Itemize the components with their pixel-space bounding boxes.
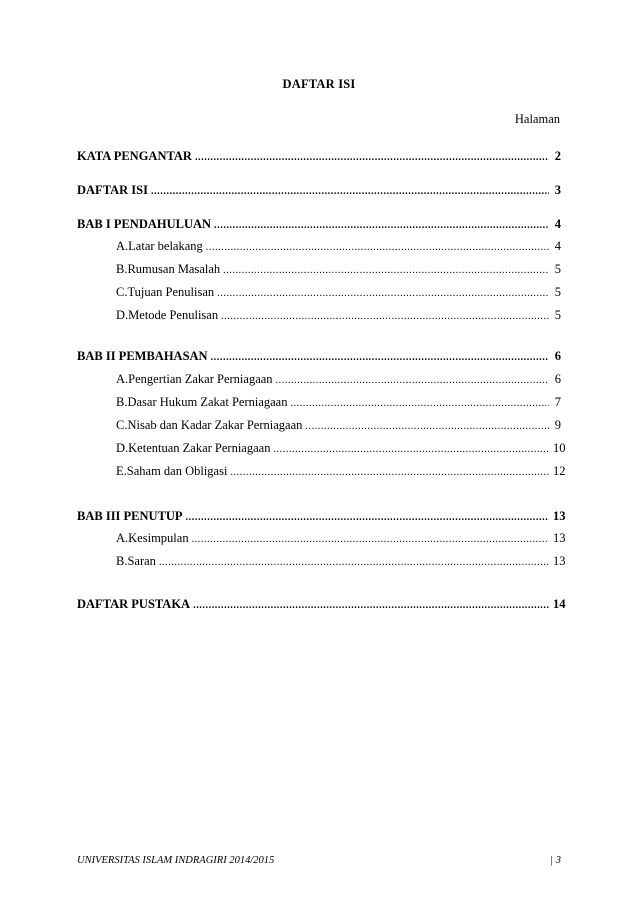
toc-subentry-label: Nisab dan Kadar Zakar Perniagaan [127, 418, 303, 432]
toc-subentry-label: Metode Penulisan [128, 308, 219, 322]
toc-subentry[interactable] [116, 394, 561, 410]
toc-subentry-page: 4 [554, 239, 561, 253]
toc-subentry[interactable] [116, 553, 566, 569]
toc-subentry-letter: B. [116, 395, 128, 409]
toc-subentry-label: Ketentuan Zakar Perniagaan [128, 441, 271, 455]
toc-subentry-label: Pengertian Zakar Perniagaan [128, 372, 273, 386]
toc-subentry-letter: D. [116, 308, 129, 322]
toc-entry-label: BAB I PENDAHULUAN [77, 217, 212, 231]
toc-subentry-letter: A. [116, 372, 129, 386]
toc-subentry-letter: C. [116, 418, 128, 432]
page-title: DAFTAR ISI [282, 77, 356, 91]
toc-entry-label: DAFTAR ISI [77, 183, 148, 197]
toc-subentry-page: 10 [553, 441, 566, 455]
toc-subentry-letter: B. [116, 262, 128, 276]
dot-leader [273, 442, 549, 458]
dot-leader [217, 286, 549, 302]
dot-leader [206, 240, 549, 256]
toc-subentry-letter: C. [116, 285, 128, 299]
toc-subentry-page: 12 [553, 464, 566, 478]
toc-subentry-label: Dasar Hukum Zakat Perniagaan [127, 395, 288, 409]
toc-entry-page: 13 [553, 509, 566, 523]
toc-subentry-letter: A. [116, 531, 129, 545]
footer-separator: | [550, 855, 553, 866]
toc-subentry[interactable] [116, 417, 561, 433]
footer-institution: UNIVERSITAS ISLAM INDRAGIRI 2014/2015 [77, 855, 275, 866]
toc-entry-label: BAB II PEMBAHASAN [77, 349, 208, 363]
dot-leader [276, 373, 549, 389]
toc-entry-bab-ii[interactable] [77, 348, 561, 364]
toc-entry-label: KATA PENGANTAR [77, 149, 192, 163]
toc-subentry[interactable] [116, 530, 566, 546]
dot-leader [151, 184, 549, 200]
toc-subentry-letter: A. [116, 239, 129, 253]
toc-entry-kata-pengantar[interactable] [77, 148, 561, 164]
dot-leader [214, 218, 549, 234]
toc-subentry-page: 13 [553, 554, 566, 568]
toc-entry-label: DAFTAR PUSTAKA [77, 597, 191, 611]
toc-subentry[interactable] [116, 261, 561, 277]
page-column-header: Halaman [514, 112, 560, 126]
toc-subentry-page: 5 [554, 285, 561, 299]
toc-entry-page: 14 [553, 597, 566, 611]
toc-subentry-letter: D. [116, 441, 129, 455]
dot-leader [221, 309, 549, 325]
dot-leader [159, 555, 549, 571]
dot-leader [211, 350, 549, 366]
toc-subentry-page: 7 [554, 395, 561, 409]
toc-subentry-page: 9 [554, 418, 561, 432]
footer-page: 3 [555, 855, 561, 866]
dot-leader [290, 396, 549, 412]
dot-leader [193, 598, 549, 614]
dot-leader [192, 532, 549, 548]
toc-subentry[interactable] [116, 371, 561, 387]
toc-subentry[interactable] [116, 307, 561, 323]
dot-leader [305, 419, 549, 435]
toc-subentry-label: Rumusan Masalah [127, 262, 221, 276]
toc-subentry[interactable] [116, 440, 566, 456]
toc-subentry-letter: B. [116, 554, 128, 568]
toc-subentry[interactable] [116, 238, 561, 254]
toc-subentry-label: Saham dan Obligasi [126, 464, 228, 478]
dot-leader [223, 263, 549, 279]
toc-entry-bab-i[interactable] [77, 216, 561, 232]
toc-entry-page: 4 [554, 217, 561, 231]
page-footer [77, 855, 561, 866]
toc-entry-page: 2 [554, 149, 561, 163]
toc-subentry-letter: E. [116, 464, 127, 478]
dot-leader [186, 510, 549, 526]
toc-subentry-page: 5 [554, 262, 561, 276]
toc-subentry-label: Tujuan Penulisan [127, 285, 215, 299]
dot-leader [195, 150, 549, 166]
toc-entry-label: BAB III PENUTUP [77, 509, 183, 523]
toc-subentry[interactable] [116, 463, 566, 479]
toc-subentry-label: Latar belakang [128, 239, 203, 253]
toc-entry-bab-iii[interactable] [77, 508, 566, 524]
toc-subentry[interactable] [116, 284, 561, 300]
toc-subentry-page: 5 [554, 308, 561, 322]
dot-leader [230, 465, 549, 481]
toc-entry-page: 6 [554, 349, 561, 363]
toc-entry-daftar-isi[interactable] [77, 182, 561, 198]
toc-subentry-label: Saran [127, 554, 156, 568]
toc-subentry-page: 6 [554, 372, 561, 386]
footer-page-number [551, 855, 561, 866]
toc-entry-daftar-pustaka[interactable] [77, 596, 566, 612]
toc-subentry-label: Kesimpulan [128, 531, 189, 545]
toc-entry-page: 3 [554, 183, 561, 197]
toc-subentry-page: 13 [553, 531, 566, 545]
